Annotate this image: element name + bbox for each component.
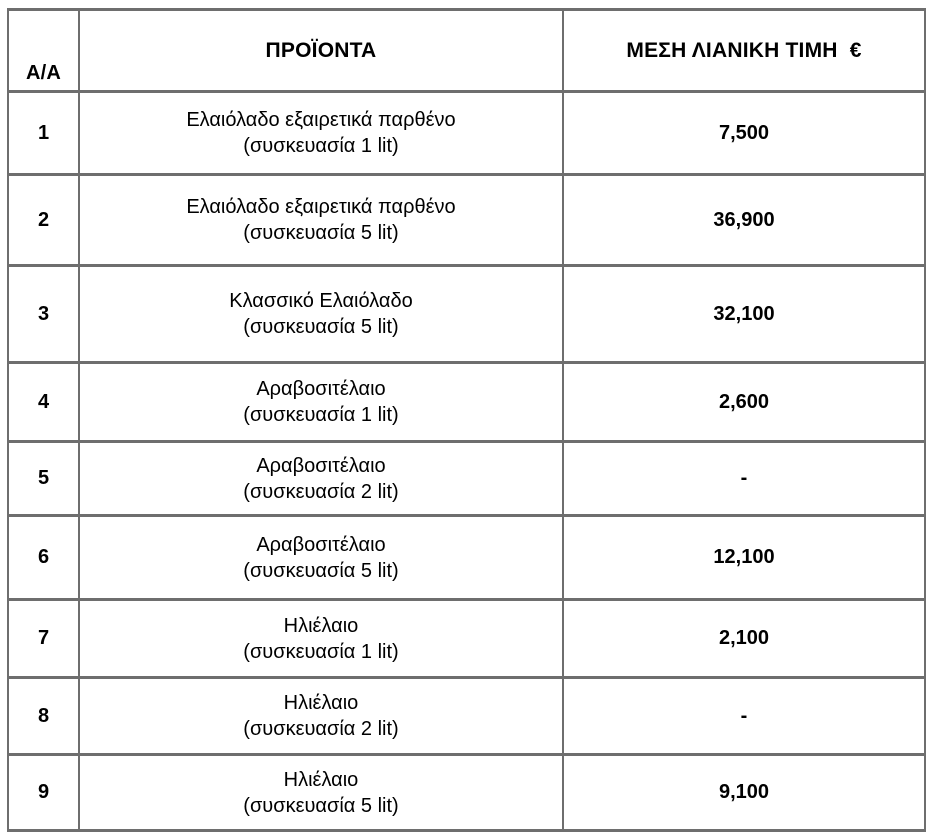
product-cell <box>79 266 563 363</box>
row-index: 9 <box>8 755 79 831</box>
product-name: Ηλιέλαιο <box>283 614 359 637</box>
product-name: Αραβοσιτέλαιο <box>256 378 386 400</box>
row-index: 5 <box>8 442 79 516</box>
product-name: Κλασσικό Ελαιόλαδο <box>229 290 413 312</box>
price-cell: 12,100 <box>563 516 925 600</box>
column-header-price: ΜΕΣΗ ΛΙΑΝΙΚΗ ΤΙΜΗ € <box>563 10 925 92</box>
product-package: (συσκευασία 1 lit) <box>243 640 399 663</box>
table-row <box>8 755 925 831</box>
row-index: 2 <box>8 175 79 266</box>
price-cell: 9,100 <box>563 755 925 831</box>
row-index: 1 <box>8 92 79 175</box>
product-cell <box>79 442 563 516</box>
table-row <box>8 266 925 363</box>
table-row <box>8 363 925 442</box>
price-cell: 36,900 <box>563 175 925 266</box>
row-index: 6 <box>8 516 79 600</box>
product-package: (συσκευασία 5 lit) <box>243 559 399 582</box>
product-name: Ηλιέλαιο <box>283 768 359 791</box>
column-header-index: Α/Α <box>8 10 79 92</box>
product-package: (συσκευασία 1 lit) <box>243 135 399 157</box>
table-row <box>8 600 925 678</box>
table-row <box>8 516 925 600</box>
price-cell: 32,100 <box>563 266 925 363</box>
header-row <box>8 10 925 92</box>
column-header-products: ΠΡΟΪΟΝΤΑ <box>79 10 563 92</box>
product-cell <box>79 755 563 831</box>
product-cell <box>79 175 563 266</box>
price-table <box>7 8 926 832</box>
product-name: Αραβοσιτέλαιο <box>256 533 386 556</box>
product-cell <box>79 600 563 678</box>
table-row <box>8 678 925 755</box>
row-index: 4 <box>8 363 79 442</box>
product-cell <box>79 363 563 442</box>
product-name: Αραβοσιτέλαιο <box>256 454 386 477</box>
product-name: Ηλιέλαιο <box>283 692 359 714</box>
product-name: Ελαιόλαδο εξαιρετικά παρθένο <box>186 196 456 218</box>
table-row <box>8 442 925 516</box>
row-index: 3 <box>8 266 79 363</box>
price-cell: - <box>563 678 925 755</box>
product-package: (συσκευασία 2 lit) <box>243 718 399 740</box>
price-cell: - <box>563 442 925 516</box>
table-row <box>8 175 925 266</box>
table-row <box>8 92 925 175</box>
product-name: Ελαιόλαδο εξαιρετικά παρθένο <box>186 109 456 131</box>
price-cell: 2,600 <box>563 363 925 442</box>
price-cell: 7,500 <box>563 92 925 175</box>
product-package: (συσκευασία 5 lit) <box>243 316 399 338</box>
product-package: (συσκευασία 5 lit) <box>243 222 399 244</box>
product-package: (συσκευασία 5 lit) <box>243 794 399 817</box>
row-index: 8 <box>8 678 79 755</box>
product-package: (συσκευασία 1 lit) <box>243 404 399 426</box>
product-cell <box>79 678 563 755</box>
product-cell <box>79 92 563 175</box>
product-package: (συσκευασία 2 lit) <box>243 480 399 503</box>
row-index: 7 <box>8 600 79 678</box>
product-cell <box>79 516 563 600</box>
price-cell: 2,100 <box>563 600 925 678</box>
